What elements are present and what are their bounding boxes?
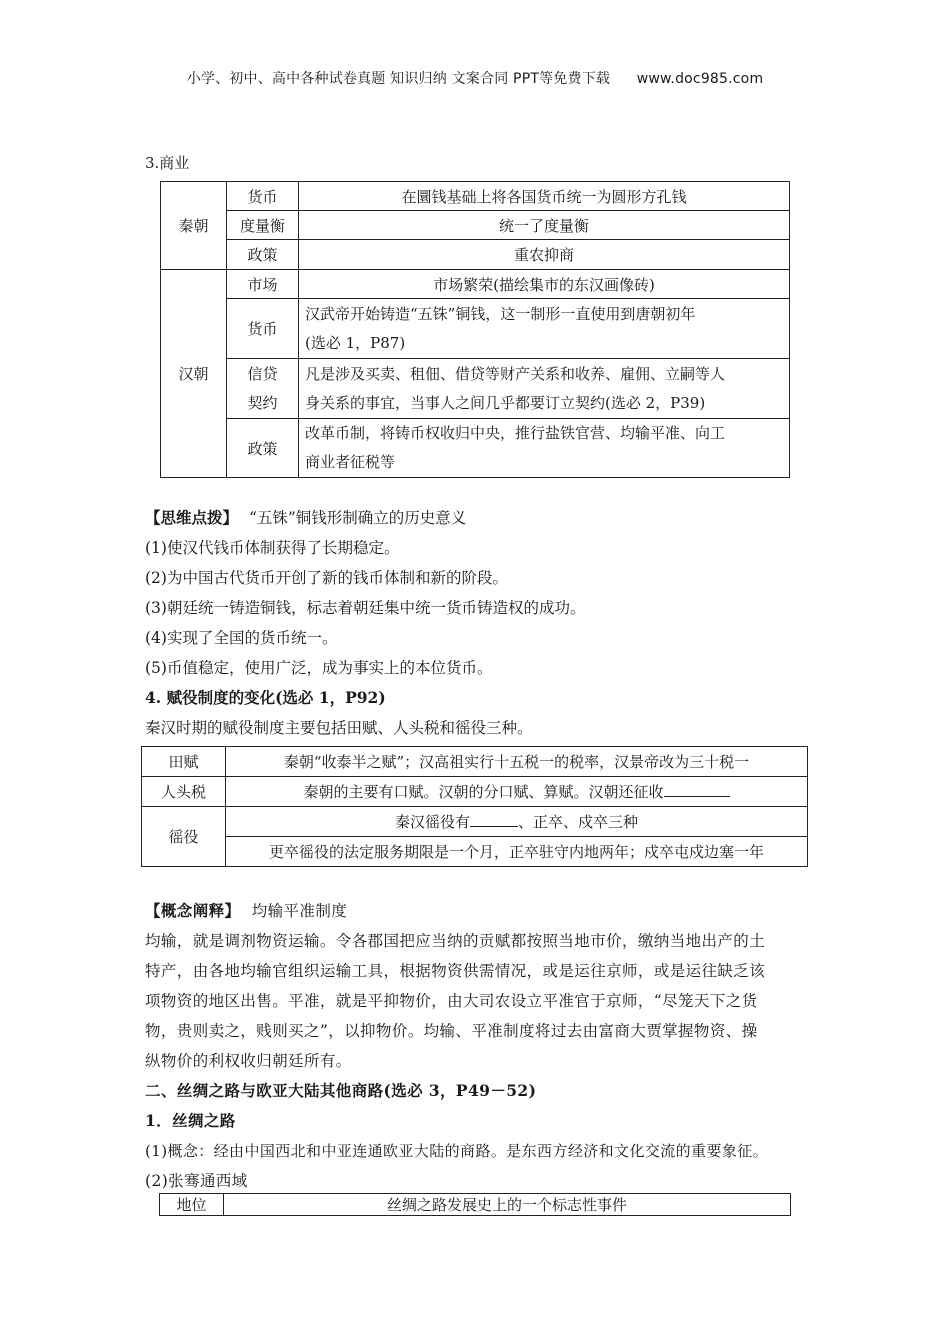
thinking-tag: 【思维点拨】 <box>145 508 239 527</box>
commerce-heading: 3.商业 <box>145 154 190 172</box>
fill-blank[interactable] <box>664 782 730 797</box>
yaoyi-val-1b: 、正卒、戍卒三种 <box>518 813 639 831</box>
concept-line: 物，贵则卖之，贱则买之”，以抑物价。均输、平准制度将过去由富商大贾掌握物资、操 <box>145 1022 758 1040</box>
concept-line: 均输，就是调剂物资运输。令各郡国把应当纳的贡赋都按照当地市价，缴纳当地出产的土 <box>145 932 766 950</box>
fill-blank[interactable] <box>470 812 518 827</box>
silk-key: 地位 <box>160 1194 224 1216</box>
thinking-point: (3)朝廷统一铸造铜钱，标志着朝廷集中统一货币铸造权的成功。 <box>145 599 586 617</box>
thinking-point: (1)使汉代钱币体制获得了长期稳定。 <box>145 539 400 557</box>
qin-key-policy: 政策 <box>227 240 299 270</box>
qin-key-measures: 度量衡 <box>227 211 299 240</box>
header-site: www.doc985.com <box>636 71 764 87</box>
han-key-credit-line1: 信贷 <box>247 364 278 383</box>
commerce-table <box>160 181 790 478</box>
concept-title: 均输平准制度 <box>251 902 348 920</box>
rentou-val <box>226 777 808 807</box>
han-key-credit-line2: 契约 <box>247 393 278 412</box>
han-val-credit-line2: 身关系的事宜，当事人之间几乎都要订立契约(选必 2，P39) <box>305 393 706 412</box>
thinking-title: “五铢”铜钱形制确立的历史意义 <box>248 509 467 527</box>
concept-section <box>145 896 815 1196</box>
yaoyi-val-2: 更卒徭役的法定服务期限是一个月，正卒驻守内地两年；戍卒屯戍边塞一年 <box>226 837 808 867</box>
han-val-market: 市场繁荣(描绘集市的东汉画像砖) <box>299 270 790 299</box>
silk-sub2: (2)张骞通西域 <box>145 1172 248 1190</box>
page-header <box>0 68 950 88</box>
han-val-currency-line2: (选必 1，P87) <box>305 333 406 352</box>
qin-val-policy: 重农抑商 <box>299 240 790 270</box>
han-key-policy: 政策 <box>227 419 299 478</box>
concept-line: 项物资的地区出售。平准，就是平抑物价，由大司农设立平准官于京师，“尽笼天下之货 <box>145 992 758 1010</box>
han-val-currency-line1: 汉武帝开始铸造“五铢”铜钱，这一制形一直使用到唐朝初年 <box>305 304 696 323</box>
han-key-credit <box>227 359 299 419</box>
silk-table <box>159 1193 791 1216</box>
han-key-market: 市场 <box>227 270 299 299</box>
silk-concept: (1)概念：经由中国西北和中亚连通欧亚大陆的商路。是东西方经济和文化交流的重要象征。 <box>145 1142 769 1160</box>
header-text: 小学、初中、高中各种试卷真题 知识归纳 文案合同 PPT等免费下载 <box>186 71 611 87</box>
concept-line: 特产，由各地均输官组织运输工具，根据物资供需情况，或是运往京师，或是运往缺乏该 <box>145 962 766 980</box>
thinking-point: (5)币值稳定，使用广泛，成为事实上的本位货币。 <box>145 659 493 677</box>
rentou-val-text: 秦朝的主要有口赋。汉朝的分口赋、算赋。汉朝还征收 <box>303 783 664 801</box>
yaoyi-val-1a: 秦汉徭役有 <box>394 813 470 831</box>
han-val-currency <box>299 299 790 359</box>
tax-heading: 4. 赋役制度的变化(选必 1，P92) <box>145 688 386 707</box>
han-label: 汉朝 <box>161 270 227 478</box>
concept-tag: 【概念阐释】 <box>145 901 241 920</box>
tax-intro: 秦汉时期的赋役制度主要包括田赋、人头税和徭役三种。 <box>145 719 533 737</box>
qin-val-currency: 在圜钱基础上将各国货币统一为圆形方孔钱 <box>299 182 790 211</box>
qin-label: 秦朝 <box>161 182 227 270</box>
tianfu-key: 田赋 <box>142 747 226 777</box>
thinking-section <box>145 503 585 743</box>
tianfu-val: 秦朝“收泰半之赋”；汉高祖实行十五税一的税率，汉景帝改为三十税一 <box>226 747 808 777</box>
silk-sub1: 1．丝绸之路 <box>145 1111 236 1130</box>
qin-val-measures: 统一了度量衡 <box>299 211 790 240</box>
han-val-policy-line1: 改革币制，将铸币权收归中央，推行盐铁官营、均输平准、向工 <box>305 424 726 442</box>
rentou-key: 人头税 <box>142 777 226 807</box>
qin-key-currency: 货币 <box>227 182 299 211</box>
han-key-currency: 货币 <box>227 299 299 359</box>
silk-heading: 二、丝绸之路与欧亚大陆其他商路(选必 3，P49－52) <box>145 1081 537 1100</box>
thinking-point: (2)为中国古代货币开创了新的钱币体制和新的阶段。 <box>145 569 508 587</box>
han-val-policy <box>299 419 790 478</box>
yaoyi-val-1 <box>226 807 808 837</box>
han-val-policy-line2: 商业者征税等 <box>305 453 396 471</box>
yaoyi-key: 徭役 <box>142 807 226 867</box>
han-val-credit-line1: 凡是涉及买卖、租佃、借贷等财产关系和收养、雇佣、立嗣等人 <box>305 364 726 383</box>
silk-val: 丝绸之路发展史上的一个标志性事件 <box>224 1194 791 1216</box>
concept-line: 纵物价的利权收归朝廷所有。 <box>145 1052 352 1070</box>
thinking-point: (4)实现了全国的货币统一。 <box>145 629 338 647</box>
tax-table <box>141 746 808 867</box>
han-val-credit <box>299 359 790 419</box>
